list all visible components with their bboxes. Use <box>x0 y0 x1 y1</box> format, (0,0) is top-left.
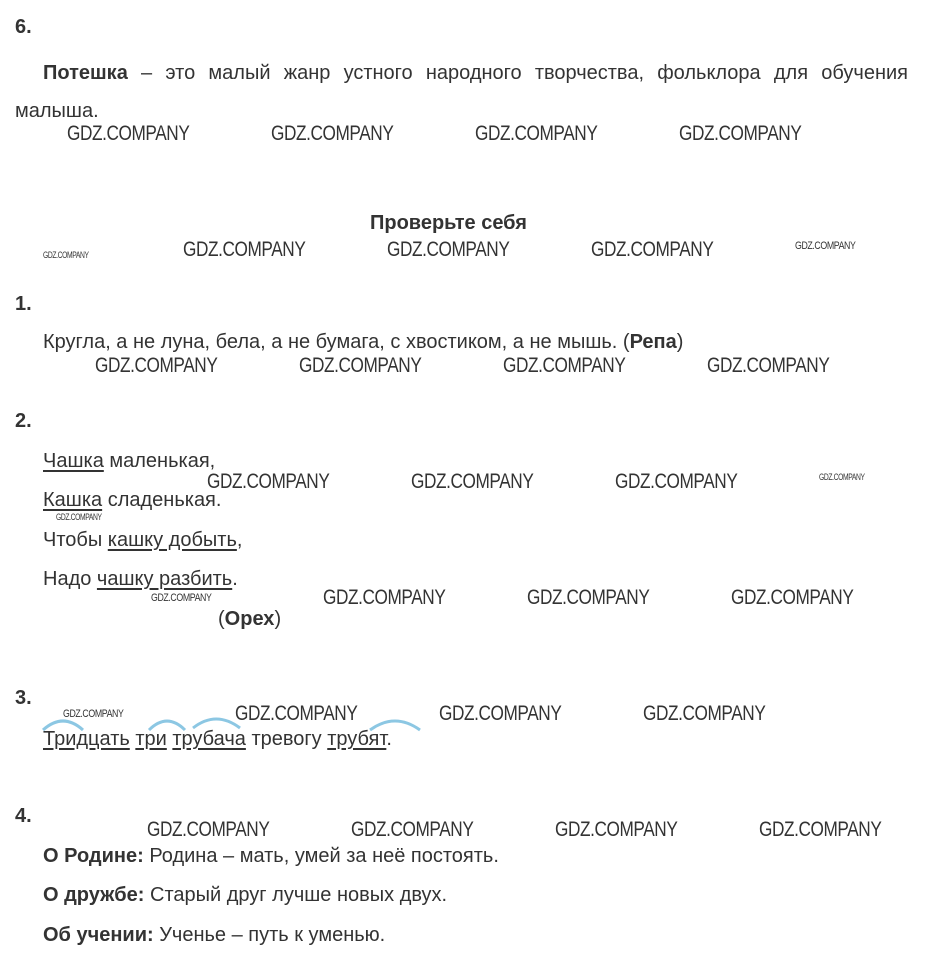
watermark: GDZ.COMPANY <box>439 702 562 725</box>
watermark: GDZ.COMPANY <box>43 250 89 260</box>
watermark: GDZ.COMPANY <box>387 238 510 261</box>
watermark: GDZ.COMPANY <box>299 354 422 377</box>
watermark: GDZ.COMPANY <box>759 818 882 841</box>
watermark: GDZ.COMPANY <box>707 354 830 377</box>
proverb-label: О Родине: <box>43 845 144 867</box>
watermark: GDZ.COMPANY <box>271 122 394 145</box>
proverb-text: Родина – мать, умей за неё постоять. <box>143 845 499 867</box>
poem-phrase-chashku-razbit: чашку разбить <box>96 568 233 590</box>
proverb-item <box>43 846 499 866</box>
poem-line-1-rest: маленькая, <box>103 450 216 472</box>
watermark: GDZ.COMPANY <box>615 470 738 493</box>
tt-word-1: Тридцать <box>43 728 130 750</box>
watermark: GDZ.COMPANY <box>63 708 124 720</box>
task-2-open-paren: ( <box>218 608 225 630</box>
section-6-definition: – это малый жанр устного народного творчества, фольклора для обучения малыша. <box>15 62 908 122</box>
section-6-term: Потешка <box>43 62 128 84</box>
tt-word-2: три <box>135 728 167 750</box>
watermark: GDZ.COMPANY <box>67 122 190 145</box>
proverb-text: Ученье – путь к уменью. <box>153 924 386 946</box>
tt-end: . <box>386 728 392 750</box>
proverb-item <box>43 885 447 905</box>
poem-line-2-rest: сладенькая. <box>102 489 222 511</box>
watermark: GDZ.COMPANY <box>819 472 865 482</box>
task-2-number: 2. <box>15 410 32 432</box>
tt-word-4: тревогу <box>251 728 322 750</box>
task-1-close-paren: ) <box>676 331 684 353</box>
task-1-riddle: Кругла, а не луна, бела, а не бумага, с хвостиком, а не мышь. ( <box>43 331 630 353</box>
proverb-item <box>43 925 385 945</box>
tongue-twister-line <box>43 729 392 749</box>
watermark: GDZ.COMPANY <box>527 586 650 609</box>
arc-trubacha <box>193 719 240 728</box>
watermark: GDZ.COMPANY <box>643 702 766 725</box>
check-yourself-heading: Проверьте себя <box>370 212 527 234</box>
watermark: GDZ.COMPANY <box>411 470 534 493</box>
task-4-number: 4. <box>15 805 32 827</box>
watermark: GDZ.COMPANY <box>731 586 854 609</box>
task-1-answer: Репа <box>629 331 677 353</box>
poem-phrase-kashku-dobyt: кашку добыть <box>107 529 237 551</box>
poem-line-3-pre: Чтобы <box>43 529 108 551</box>
watermark: GDZ.COMPANY <box>151 592 212 604</box>
task-2-close-paren: ) <box>274 608 282 630</box>
watermark: GDZ.COMPANY <box>475 122 598 145</box>
poem-word-chashka: Чашка <box>43 450 104 472</box>
poem-word-kashka: Кашка <box>43 489 103 511</box>
watermark: GDZ.COMPANY <box>207 470 330 493</box>
watermark: GDZ.COMPANY <box>183 238 306 261</box>
proverb-label: Об учении: <box>43 924 154 946</box>
watermark: GDZ.COMPANY <box>591 238 714 261</box>
task-2-answer: Орех <box>224 608 275 630</box>
watermark: GDZ.COMPANY <box>795 240 856 252</box>
watermark: GDZ.COMPANY <box>147 818 270 841</box>
watermark: GDZ.COMPANY <box>555 818 678 841</box>
section-6-number: 6. <box>15 16 32 38</box>
watermark: GDZ.COMPANY <box>56 512 102 522</box>
tt-word-5: трубят <box>327 728 387 750</box>
poem-line-4-post: . <box>232 568 238 590</box>
watermark: GDZ.COMPANY <box>351 818 474 841</box>
proverb-label: О дружбе: <box>43 884 145 906</box>
poem-line-4-pre: Надо <box>43 568 97 590</box>
proverb-text: Старый друг лучше новых двух. <box>144 884 448 906</box>
poem-line-3-post: , <box>236 529 243 551</box>
tt-word-3: трубача <box>172 728 246 750</box>
watermark: GDZ.COMPANY <box>679 122 802 145</box>
watermark: GDZ.COMPANY <box>323 586 446 609</box>
watermark: GDZ.COMPANY <box>503 354 626 377</box>
watermark: GDZ.COMPANY <box>235 702 358 725</box>
task-3-number: 3. <box>15 687 32 709</box>
task-1-number: 1. <box>15 293 32 315</box>
watermark: GDZ.COMPANY <box>95 354 218 377</box>
